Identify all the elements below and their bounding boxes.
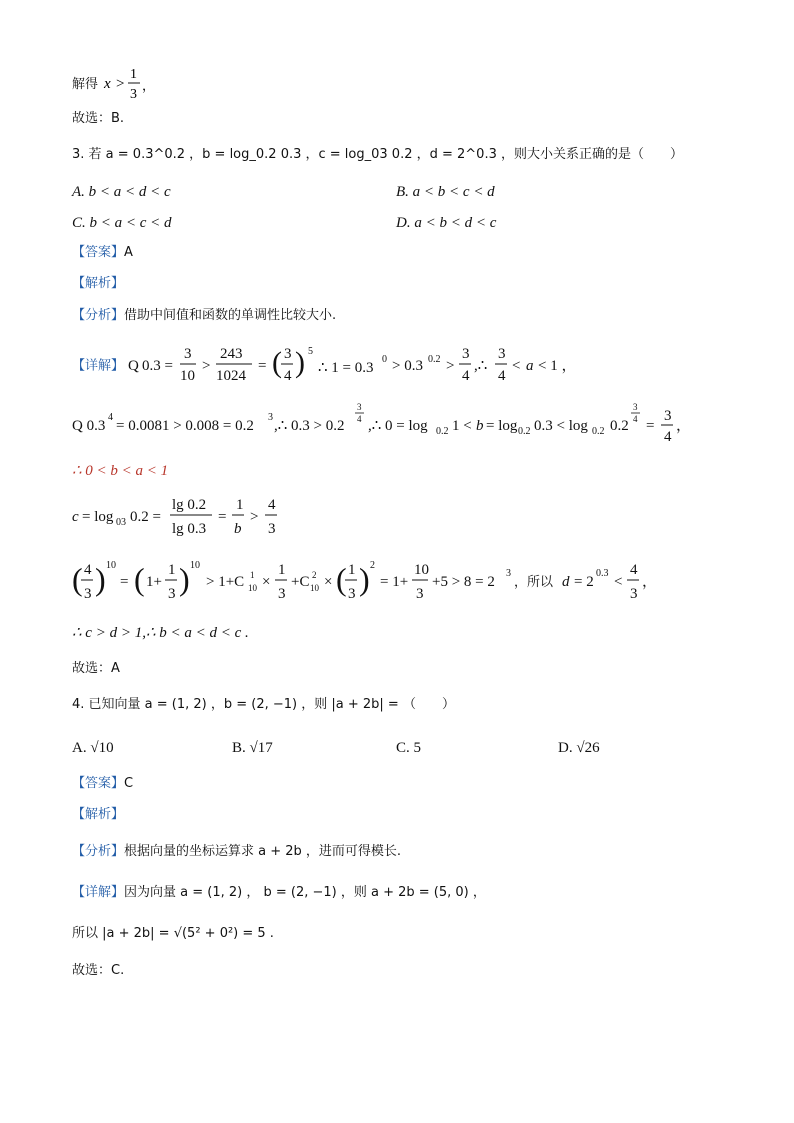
svg-text:3: 3: [498, 346, 506, 362]
option-4c: C. 5: [396, 740, 422, 756]
svg-text:3: 3: [506, 568, 511, 579]
highlight-line-3: ∴ 0 < b < a < 1: [72, 463, 169, 479]
svg-text:> 0.3: > 0.3: [392, 358, 424, 374]
detail-line-3-6: ∴ c > d > 1,∴ b < a < d < c .: [72, 625, 249, 641]
svg-text:= log: = log: [82, 509, 114, 525]
answer-tag: 【答案】: [72, 776, 125, 791]
answer-line-3: [72, 246, 133, 259]
svg-text:): ): [295, 346, 306, 379]
svg-text:10: 10: [414, 562, 429, 578]
svg-text:，: ，: [141, 79, 155, 94]
math-detail-5: [72, 558, 632, 606]
svg-text:,∴ 0.3 > 0.2: ,∴ 0.3 > 0.2: [274, 418, 345, 434]
svg-text:,∴ 0 = log: ,∴ 0 = log: [368, 418, 428, 434]
svg-text:10: 10: [248, 583, 257, 593]
svg-text:1: 1: [250, 570, 255, 580]
svg-text:5: 5: [308, 346, 314, 357]
svg-text:): ): [359, 561, 370, 597]
question-4: 4. 已知向量 a = (1, 2) ，b = (2, −1) ，则 |a + 2b| = （ ）: [72, 697, 455, 712]
svg-text:(: (: [272, 346, 283, 379]
math-detail-2: [72, 402, 655, 446]
svg-text:3: 3: [268, 412, 273, 423]
answer-tag: 【答案】: [72, 245, 125, 260]
svg-text:3: 3: [357, 402, 362, 412]
svg-text:c: c: [72, 509, 79, 525]
svg-text:+C: +C: [291, 574, 310, 590]
svg-text:(: (: [134, 561, 145, 597]
svg-text:3: 3: [268, 521, 276, 537]
inequality-x-gt-third: [102, 66, 172, 102]
svg-text:4: 4: [268, 497, 276, 513]
xiangjie-tag: 【详解】: [72, 358, 125, 374]
svg-text:4: 4: [630, 562, 638, 578]
svg-text:<: <: [512, 358, 521, 374]
math-detail-4: [72, 495, 292, 539]
line-answer-b: 故选：B.: [72, 111, 125, 126]
svg-text:>: >: [202, 358, 211, 374]
detail-line-4-2: 所以 |a + 2b| = √(5² + 0²) = 5 .: [72, 926, 274, 941]
svg-text:×: ×: [262, 574, 271, 590]
svg-text:3: 3: [462, 346, 470, 362]
option-3a: A. b < a < d < c: [72, 184, 171, 200]
svg-text:4: 4: [284, 368, 292, 384]
svg-text:=: =: [258, 358, 267, 374]
svg-text:0.2 =: 0.2 =: [130, 509, 161, 525]
svg-text:0.3 =: 0.3 =: [142, 358, 174, 374]
answer-value: C: [124, 776, 134, 791]
svg-text:): ): [179, 561, 190, 597]
svg-text:0.2: 0.2: [518, 426, 531, 437]
svg-text:= 1+: = 1+: [380, 574, 409, 590]
svg-text:1: 1: [168, 562, 176, 578]
svg-text:，: ，: [676, 418, 692, 434]
analysis-heading-3: 【解析】: [72, 276, 125, 291]
svg-text:=: =: [218, 509, 227, 525]
fenxi-text: 借助中间值和函数的单调性比较大小.: [124, 308, 337, 323]
svg-text:=: =: [120, 574, 129, 590]
svg-text:4: 4: [108, 412, 113, 423]
svg-text:10: 10: [106, 560, 116, 571]
svg-text:，: ，: [642, 574, 658, 590]
svg-text:1: 1: [236, 497, 244, 513]
svg-text:10: 10: [310, 583, 319, 593]
svg-text:3: 3: [84, 586, 92, 602]
detail-line-3-5: [72, 558, 658, 610]
svg-text:<: <: [614, 574, 623, 590]
fenxi-text: 根据向量的坐标运算求 a + 2b ，进而可得模长.: [124, 844, 402, 859]
svg-text:>: >: [446, 358, 455, 374]
svg-text:= log: = log: [486, 418, 518, 434]
svg-text:1+: 1+: [146, 574, 162, 590]
analysis-line-3: [72, 309, 336, 322]
svg-text:=: =: [646, 418, 655, 434]
svg-text:0.3 < log: 0.3 < log: [534, 418, 588, 434]
svg-text:= 0.0081 > 0.008 = 0.2: = 0.0081 > 0.008 = 0.2: [116, 418, 254, 434]
xiangjie-text: 因为向量 a = (1, 2) ， b = (2, −1) ，则 a + 2b = (5, 0) ，: [124, 885, 486, 900]
svg-text:0.2: 0.2: [592, 426, 605, 437]
svg-text:< 1 ，: < 1 ，: [538, 358, 577, 374]
analysis-line-4: [72, 845, 401, 858]
svg-text:2: 2: [312, 570, 317, 580]
option-4b: B. √17: [232, 740, 273, 756]
svg-text:Q: Q: [128, 358, 140, 374]
svg-text:4: 4: [357, 414, 362, 424]
svg-text:3: 3: [664, 408, 672, 424]
svg-text:x: x: [103, 76, 111, 92]
svg-text:，所以: ，所以: [514, 575, 554, 590]
svg-text:): ): [95, 561, 106, 597]
option-3d: D. a < b < d < c: [396, 215, 497, 231]
svg-text:3: 3: [416, 586, 424, 602]
svg-text:3: 3: [184, 346, 192, 362]
svg-text:∴ 1 = 0.3: ∴ 1 = 0.3: [318, 360, 374, 376]
option-4a: A. √10: [72, 740, 114, 756]
svg-text:a: a: [526, 358, 534, 374]
svg-text:1: 1: [129, 67, 137, 82]
svg-text:1 <: 1 <: [452, 418, 472, 434]
svg-text:1: 1: [278, 562, 286, 578]
detail-line-4-1: [72, 886, 486, 899]
svg-text:3: 3: [284, 346, 292, 362]
svg-text:lg 0.2: lg 0.2: [172, 497, 207, 513]
svg-text:03: 03: [116, 517, 126, 528]
svg-text:4: 4: [498, 368, 506, 384]
svg-text:= 2: = 2: [574, 574, 594, 590]
svg-text:10: 10: [190, 560, 200, 571]
svg-text:3: 3: [278, 586, 286, 602]
xiangjie-tag: 【详解】: [72, 885, 125, 900]
svg-text:4: 4: [633, 414, 638, 424]
svg-text:0.2: 0.2: [436, 426, 449, 437]
math-detail-5b: [614, 558, 674, 606]
svg-text:3: 3: [630, 586, 638, 602]
option-4d: D. √26: [558, 740, 600, 756]
svg-text:1: 1: [348, 562, 356, 578]
detail-line-3-4: [72, 495, 292, 543]
analysis-heading-4: 【解析】: [72, 807, 125, 822]
question-3: 3. 若 a = 0.3^0.2 ，b = log_0.2 0.3 ，c = log_03 0.2 ，d = 2^0.3 ，则大小关系正确的是（ ）: [72, 147, 683, 162]
fenxi-tag: 【分析】: [72, 844, 125, 859]
math-detail-2b: [610, 402, 710, 446]
svg-text:243: 243: [220, 346, 243, 362]
svg-text:4: 4: [462, 368, 470, 384]
option-3c: C. b < a < c < d: [72, 215, 172, 231]
svg-text:,∴: ,∴: [474, 358, 488, 374]
svg-text:0.3: 0.3: [596, 568, 609, 579]
svg-text:lg 0.3: lg 0.3: [172, 521, 207, 537]
svg-text:b: b: [476, 418, 484, 434]
svg-text:b: b: [234, 521, 242, 537]
svg-text:3: 3: [168, 586, 176, 602]
line-answer-a: 故选：A: [72, 661, 120, 676]
svg-text:1024: 1024: [216, 368, 247, 384]
fenxi-tag: 【分析】: [72, 308, 125, 323]
svg-text:0.2: 0.2: [610, 418, 629, 434]
svg-text:0: 0: [382, 354, 388, 365]
svg-text:>: >: [115, 76, 125, 92]
option-3b: B. a < b < c < d: [396, 184, 495, 200]
svg-text:Q 0.3: Q 0.3: [72, 418, 106, 434]
svg-text:d: d: [562, 574, 570, 590]
line-solve-x: 解得 x > 1 3 ，: [72, 66, 172, 102]
svg-text:> 1+C: > 1+C: [206, 574, 245, 590]
svg-text:3: 3: [129, 87, 137, 102]
answer-line-4: [72, 777, 133, 790]
svg-text:4: 4: [84, 562, 92, 578]
detail-line-3-1: [72, 344, 588, 388]
svg-text:×: ×: [324, 574, 333, 590]
svg-text:(: (: [72, 561, 83, 597]
svg-text:3: 3: [348, 586, 356, 602]
line-answer-c: 故选：C.: [72, 963, 125, 978]
math-detail-1: [128, 344, 588, 388]
svg-text:3: 3: [633, 402, 638, 412]
svg-text:2: 2: [370, 560, 375, 571]
svg-text:>: >: [250, 509, 259, 525]
svg-text:10: 10: [180, 368, 196, 384]
svg-text:0.2: 0.2: [428, 354, 441, 365]
svg-text:4: 4: [664, 429, 672, 445]
svg-text:(: (: [336, 561, 347, 597]
svg-text:+5 > 8 = 2: +5 > 8 = 2: [432, 574, 495, 590]
answer-value: A: [124, 245, 133, 260]
detail-line-3-2: [72, 402, 692, 450]
